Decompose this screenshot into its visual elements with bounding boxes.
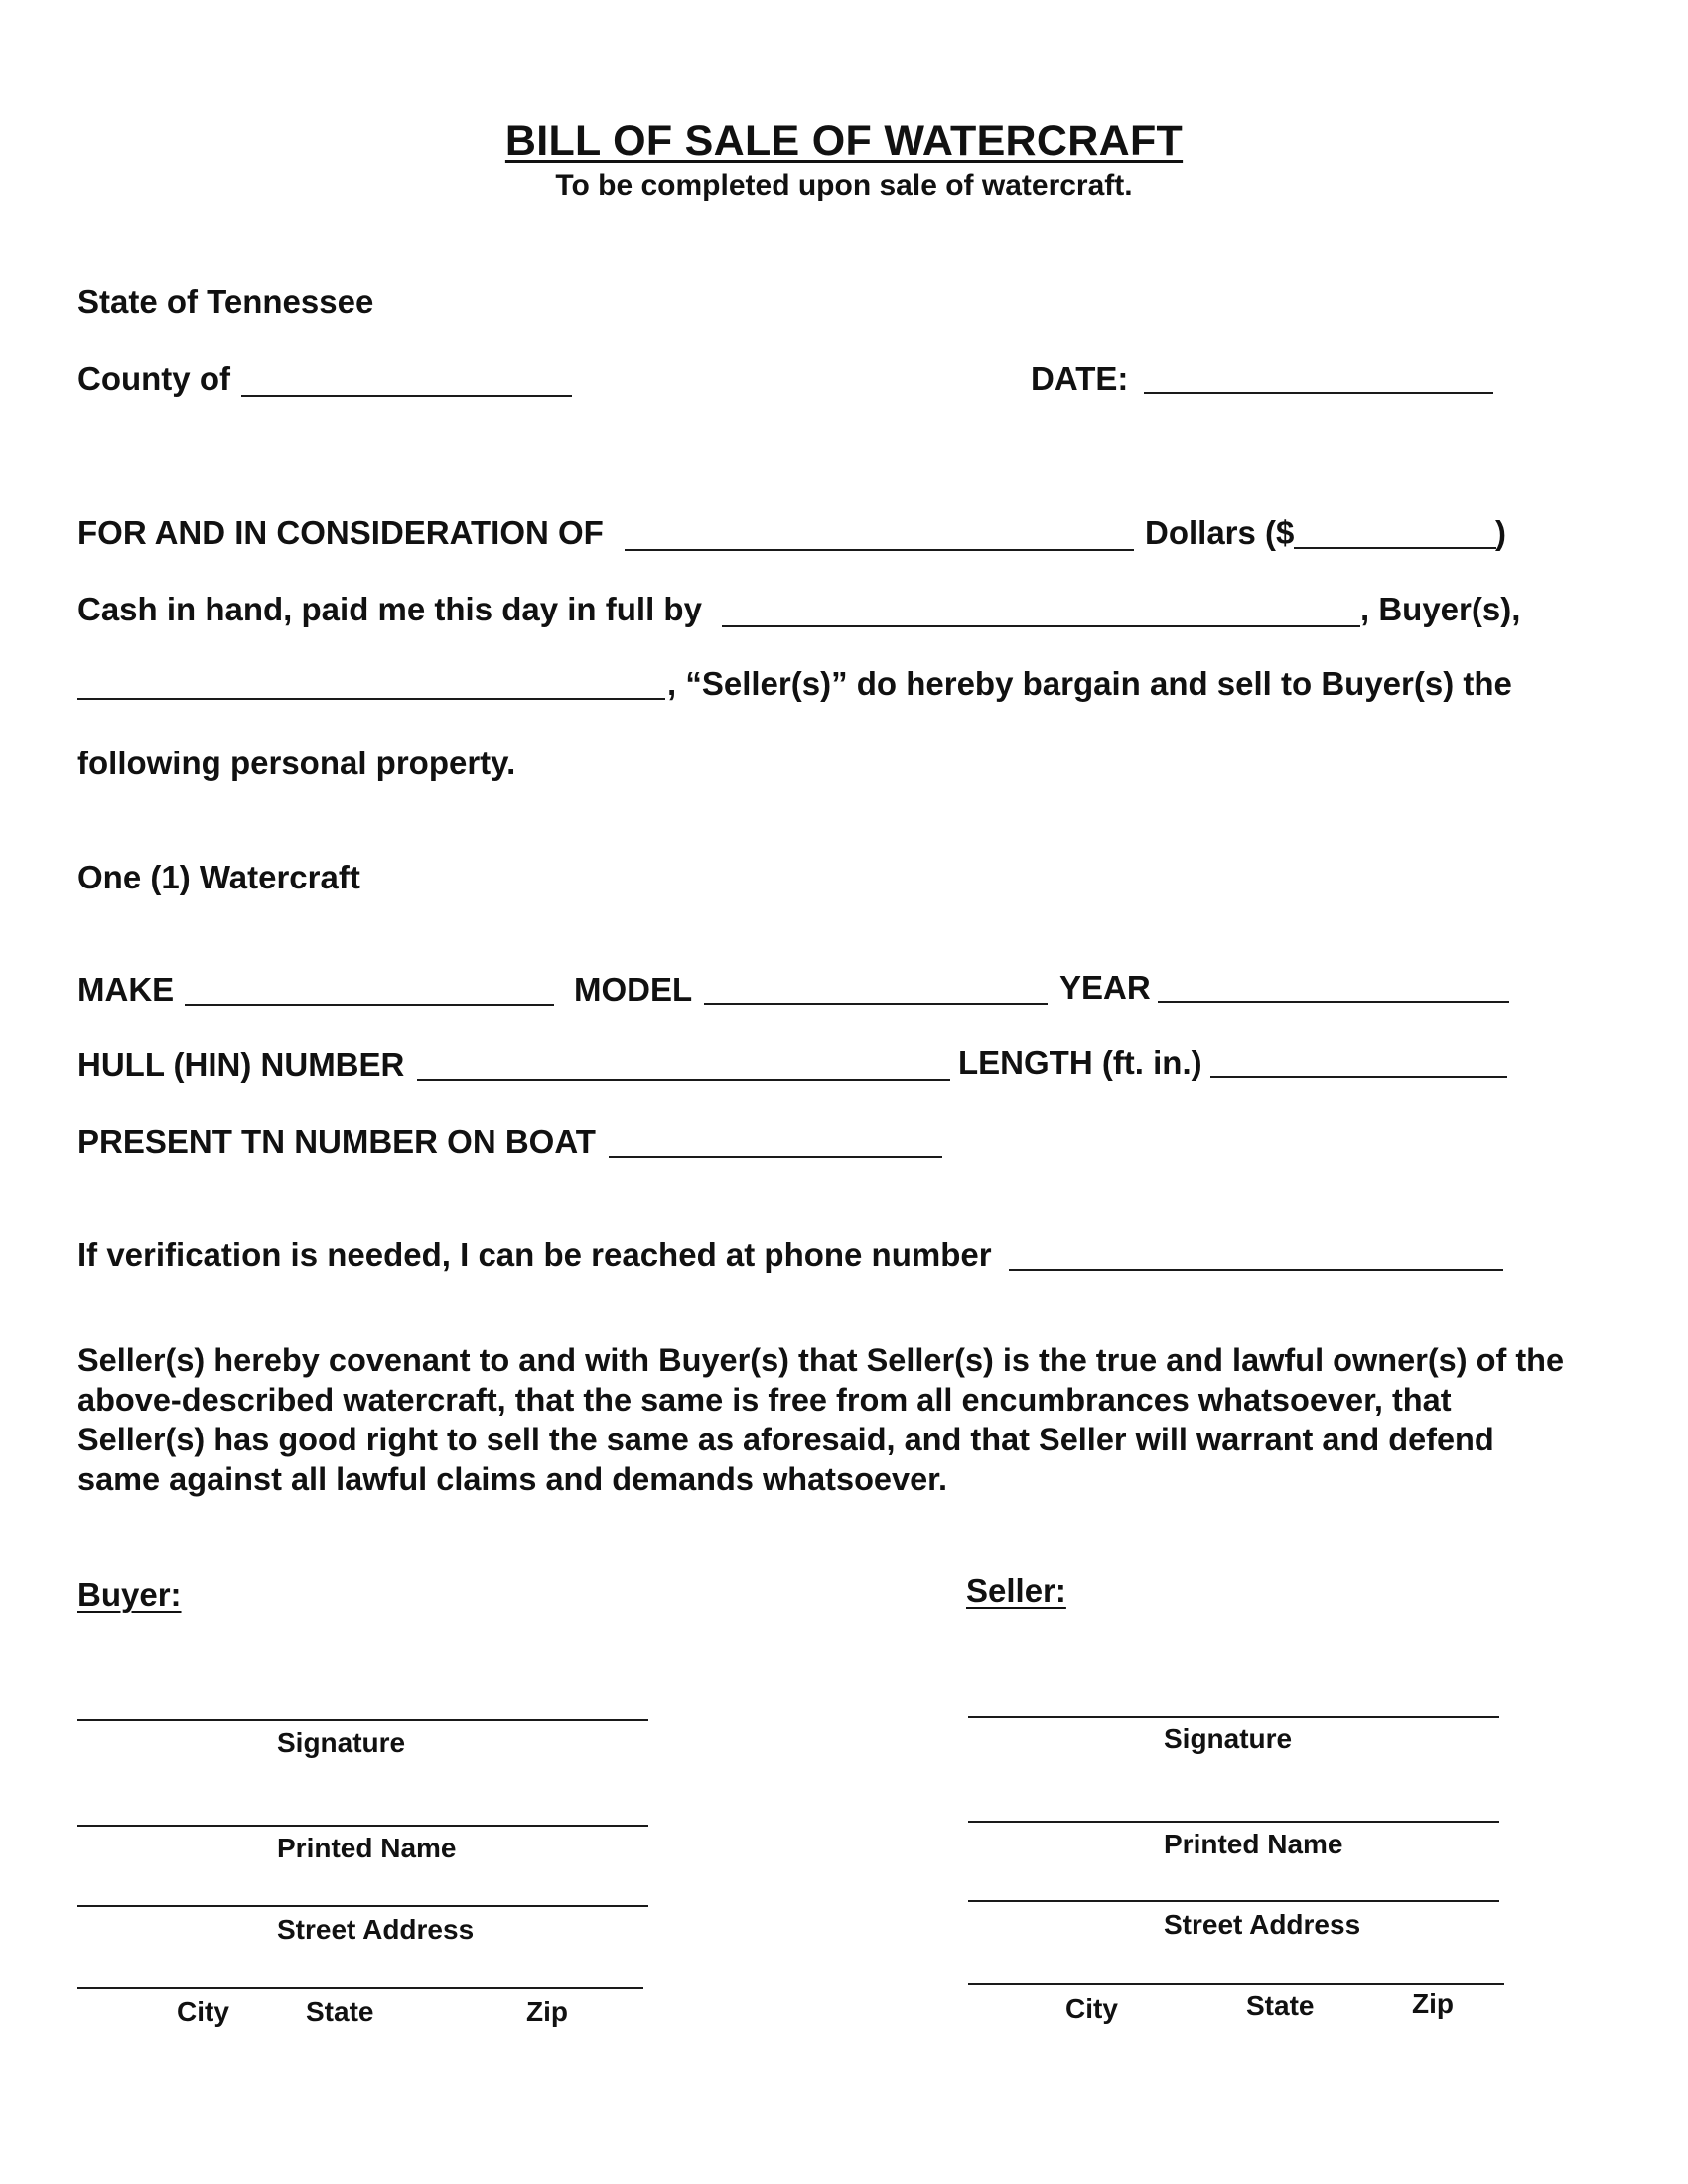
model-label: MODEL	[574, 971, 693, 1008]
covenant-line: Seller(s) hereby covenant to and with Buyer(s) that Seller(s) is the true and lawful owner(s) of the	[77, 1342, 1565, 1378]
watercraft-count-label: One (1) Watercraft	[77, 859, 360, 895]
dollars-amount-field[interactable]	[1294, 547, 1496, 549]
following-property-text: following personal property.	[77, 745, 516, 781]
verification-phone-label: If verification is needed, I can be reached at phone number	[77, 1236, 992, 1273]
buyer-signature-field[interactable]	[77, 1719, 648, 1721]
cash-paid-label: Cash in hand, paid me this day in full by	[77, 591, 702, 627]
seller-street-address-field[interactable]	[968, 1900, 1499, 1902]
covenant-line: same against all lawful claims and demands whatsoever.	[77, 1461, 948, 1497]
buyer-name-field[interactable]	[722, 625, 1360, 627]
year-field[interactable]	[1158, 1001, 1509, 1003]
seller-zip-caption: Zip	[1412, 1988, 1454, 2019]
buyer-city-state-zip-field[interactable]	[77, 1987, 643, 1989]
buyer-suffix: , Buyer(s),	[1360, 591, 1521, 627]
seller-heading: Seller:	[966, 1572, 1066, 1609]
buyer-street-address-caption: Street Address	[277, 1914, 475, 1945]
date-field[interactable]	[1144, 392, 1493, 394]
covenant-paragraph	[77, 1340, 1607, 1499]
length-label: LENGTH (ft. in.)	[958, 1044, 1202, 1081]
make-field[interactable]	[185, 1004, 554, 1006]
date-label: DATE:	[1031, 360, 1129, 397]
seller-printed-name-caption: Printed Name	[1164, 1829, 1343, 1859]
document-subtitle: To be completed upon sale of watercraft.	[555, 169, 1133, 202]
tn-number-label: PRESENT TN NUMBER ON BOAT	[77, 1123, 596, 1160]
model-field[interactable]	[704, 1003, 1048, 1005]
buyer-heading: Buyer:	[77, 1576, 182, 1613]
seller-signature-caption: Signature	[1164, 1723, 1293, 1754]
buyer-signature-caption: Signature	[277, 1727, 406, 1758]
make-label: MAKE	[77, 971, 175, 1008]
consideration-amount-words-field[interactable]	[625, 549, 1134, 551]
buyer-zip-caption: Zip	[526, 1996, 568, 2027]
seller-name-field[interactable]	[77, 698, 665, 700]
document-title: BILL OF SALE OF WATERCRAFT	[504, 117, 1184, 165]
tn-number-field[interactable]	[609, 1156, 942, 1158]
consideration-label: FOR AND IN CONSIDERATION OF	[77, 514, 604, 551]
hull-number-label: HULL (HIN) NUMBER	[77, 1046, 405, 1083]
hull-number-field[interactable]	[417, 1079, 950, 1081]
buyer-street-address-field[interactable]	[77, 1905, 648, 1907]
seller-printed-name-field[interactable]	[968, 1821, 1499, 1823]
state-label: State of Tennessee	[77, 283, 374, 320]
seller-signature-field[interactable]	[968, 1716, 1499, 1718]
buyer-state-caption: State	[306, 1996, 374, 2027]
seller-suffix: , “Seller(s)” do hereby bargain and sell to Buyer(s) the	[667, 665, 1512, 702]
phone-number-field[interactable]	[1009, 1269, 1503, 1271]
covenant-line: above-described watercraft, that the same is free from all encumbrances whatsoever, that	[77, 1382, 1452, 1418]
dollars-close-paren: )	[1495, 514, 1506, 551]
county-field[interactable]	[241, 395, 572, 397]
buyer-city-caption: City	[177, 1996, 229, 2027]
buyer-printed-name-field[interactable]	[77, 1825, 648, 1827]
length-field[interactable]	[1210, 1076, 1507, 1078]
dollars-label: Dollars ($	[1145, 514, 1295, 551]
covenant-line: Seller(s) has good right to sell the same as aforesaid, and that Seller will warrant and defend	[77, 1422, 1494, 1457]
year-label: YEAR	[1059, 969, 1151, 1006]
county-label: County of	[77, 360, 230, 397]
seller-city-state-zip-field[interactable]	[968, 1983, 1504, 1985]
seller-street-address-caption: Street Address	[1164, 1909, 1361, 1940]
buyer-printed-name-caption: Printed Name	[277, 1833, 457, 1863]
seller-state-caption: State	[1246, 1990, 1315, 2021]
seller-city-caption: City	[1065, 1993, 1118, 2024]
